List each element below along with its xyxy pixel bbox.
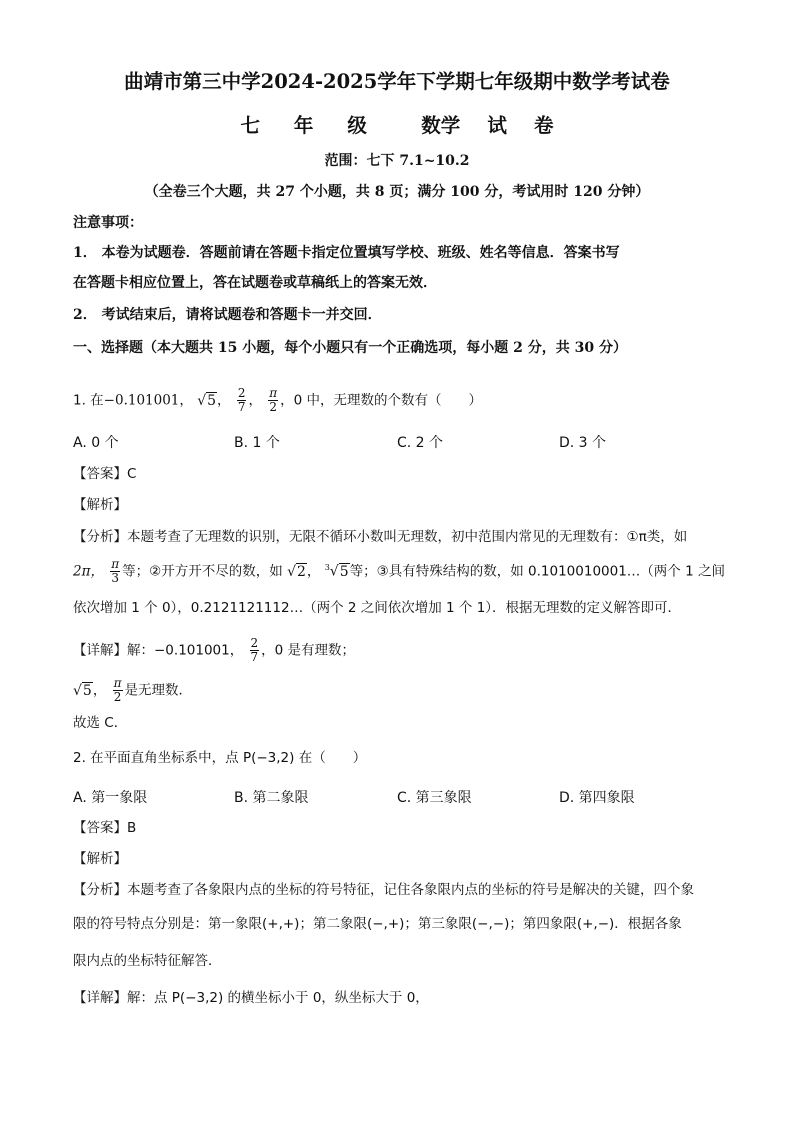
subtitle-word: 卷 xyxy=(534,114,554,137)
exam-subtitle xyxy=(0,110,794,138)
q1-detail-line-2: √5， $\frac{\pi}{2}$ 是无理数． xyxy=(73,676,193,704)
question-1-stem: 1. 在−0.101001， √5， $\frac{2}{7}$ ， $\frac{\pi}{2}$ ，0 中，无理数的个数有（ ） xyxy=(73,386,483,414)
q2-answer: 【答案】B xyxy=(73,820,137,836)
q1-choose: 故选 C． xyxy=(73,715,128,731)
q1-analysis-line-2: 2π， $\frac{\pi}{3}$ 等；②开方开不尽的数，如 √2， $^3$√5等；③具有特殊结构的数，如 0.1010010001…（两个 1 之间 xyxy=(73,557,725,586)
exam-scope: 范围：七下 7.1~10.2 xyxy=(324,153,470,169)
q1-analysis-line-3: 依次增加 1 个 0），0.2121121112…（两个 2 之间依次增加 1 个 1）．根据无理数的定义解答即可． xyxy=(73,600,682,616)
fraction-pi-2: $\frac{\pi}{2}$ xyxy=(113,676,122,704)
q1-answer: 【答案】C xyxy=(73,466,137,482)
q1-option-b: B. 1 个 xyxy=(234,435,280,451)
notes-heading: 注意事项： xyxy=(73,215,143,231)
q1-option-c: C. 2 个 xyxy=(397,435,444,451)
sqrt-2: √2 xyxy=(287,563,306,580)
notes-item-1: 1． 本卷为试题卷．答题前请在答题卡指定位置填写学校、班级、姓名等信息．答案书写 xyxy=(73,245,620,261)
q2-option-b: B. 第二象限 xyxy=(234,790,309,806)
q2-analysis-label: 【解析】 xyxy=(73,851,127,867)
cube-root-5: $^3$√5 xyxy=(324,563,349,580)
fraction-pi-3: $\frac{\pi}{3}$ xyxy=(111,557,120,586)
sqrt-5: √5 xyxy=(73,682,92,699)
notes-item-1-cont: 在答题卡相应位置上，答在试题卷或草稿纸上的答案无效． xyxy=(73,275,437,291)
subtitle-word: 数学 xyxy=(421,114,461,137)
subtitle-word: 年 xyxy=(293,114,314,137)
notes-item-2: 2． 考试结束后，请将试题卷和答题卡一并交回． xyxy=(73,307,382,323)
q1-analysis-line-1: 【分析】本题考查了无理数的识别，无限不循环小数叫无理数，初中范围内常见的无理数有：①π类，如 xyxy=(73,529,688,545)
fraction-pi-2: $\frac{\pi}{2}$ xyxy=(269,386,278,414)
q2-option-d: D. 第四象限 xyxy=(559,790,635,806)
q2-option-c: C. 第三象限 xyxy=(397,790,472,806)
q1-detail-line-1: 【详解】解：−0.101001， $\frac{2}{7}$ ，0 是有理数； xyxy=(73,636,356,664)
fraction-2-7: $\frac{2}{7}$ xyxy=(250,636,259,664)
subtitle-word: 级 xyxy=(347,114,367,137)
subtitle-word: 七 xyxy=(240,114,260,137)
question-2-stem: 2. 在平面直角坐标系中，点 P(−3,2) 在（ ） xyxy=(73,750,367,766)
q2-detail: 【详解】解：点 P(−3,2) 的横坐标小于 0，纵坐标大于 0， xyxy=(73,990,429,1006)
q2-analysis-line-3: 限内点的坐标特征解答． xyxy=(73,953,222,969)
q2-analysis-line-2: 限的符号特点分别是：第一象限(+,+)；第二象限(−,+)；第三象限(−,−)；第四象限(+,−)．根据各象 xyxy=(73,916,682,932)
q1-option-a: A. 0 个 xyxy=(73,435,119,451)
q1-option-d: D. 3 个 xyxy=(559,435,607,451)
exam-summary: （全卷三个大题，共 27 个小题，共 8 页；满分 100 分，考试用时 120 分钟） xyxy=(144,184,650,200)
section-heading: 一、选择题（本大题共 15 小题，每个小题只有一个正确选项，每小题 2 分，共 30 分） xyxy=(73,340,627,356)
exam-title: 曲靖市第三中学2024-2025学年下学期七年级期中数学考试卷 xyxy=(124,70,670,93)
q1-analysis-label: 【解析】 xyxy=(73,497,127,513)
q2-option-a: A. 第一象限 xyxy=(73,790,148,806)
q2-analysis-line-1: 【分析】本题考查了各象限内点的坐标的符号特征，记住各象限内点的坐标的符号是解决的关键，四个象 xyxy=(73,882,694,898)
fraction-2-7: $\frac{2}{7}$ xyxy=(237,386,246,414)
subtitle-word: 试 xyxy=(487,114,507,137)
number-value: −0.101001 xyxy=(103,392,180,409)
sqrt-5: √5 xyxy=(197,392,217,409)
